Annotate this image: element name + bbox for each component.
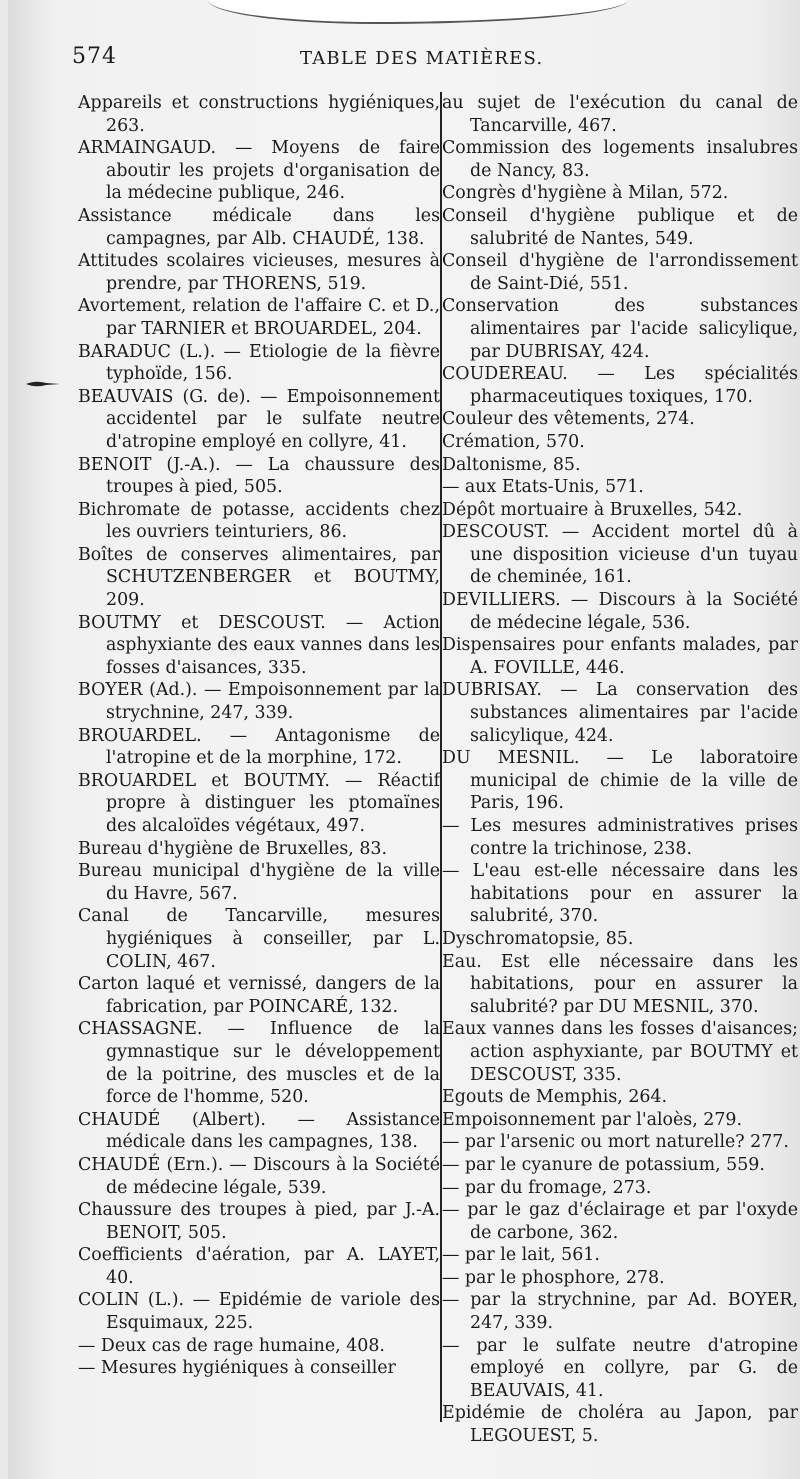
index-entry: CHAUDÉ (Albert). — Assistance médicale dans les campagnes, 138.	[78, 1109, 440, 1153]
index-entry: Couleur des vêtements, 274.	[442, 409, 695, 430]
index-entry: — par le phosphore, 278.	[442, 1267, 665, 1288]
index-entry: ARMAINGAUD. — Moyens de faire aboutir les projets d'organisation de la médecine publique, 246.	[78, 138, 440, 204]
index-entry: Eaux vannes dans les fosses d'aisances; action asphyxiante, par BOUTMY et DESCOUST, 335.	[442, 1019, 798, 1085]
page-header	[0, 44, 800, 78]
index-entry: Boîtes de conserves alimentaires, par SCHUTZENBERGER et BOUTMY, 209.	[78, 544, 440, 611]
index-entry: — aux Etats-Unis, 571.	[442, 477, 644, 498]
index-entry: BEAUVAIS (G. de). — Empoisonnement accidentel par le sulfate neutre d'atropine employé en collyre, 41.	[78, 386, 440, 452]
index-entry: — L'eau est-elle nécessaire dans les habitations pour en assurer la salubrité, 370.	[442, 861, 798, 927]
index-entry: COUDEREAU. — Les spécialités pharmaceutiques toxiques, 170.	[442, 364, 798, 407]
index-entry: Avortement, relation de l'affaire C. et D., par TARNIER et BROUARDEL, 204.	[78, 296, 440, 339]
index-entry: Bureau d'hygiène de Bruxelles, 83.	[78, 838, 388, 859]
index-entry: — par la strychnine, par Ad. BOYER, 247, 339.	[442, 1290, 798, 1334]
index-entry: DUBRISAY. — La conservation des substances alimentaires par l'acide salicylique, 424.	[442, 680, 798, 746]
torn-top-edge	[208, 0, 628, 24]
index-entry: Dyschromatopsie, 85.	[442, 928, 634, 949]
index-entry: Daltonisme, 85.	[442, 454, 581, 475]
index-entry: DESCOUST. — Accident mortel dû à une disposition vicieuse d'un tuyau de cheminée, 161.	[442, 522, 798, 588]
margin-arrow-mark	[26, 380, 60, 388]
index-column-right	[442, 92, 798, 1479]
index-entry: Canal de Tancarville, mesures hygiéniques à conseiller, par L. COLIN, 467.	[78, 906, 440, 972]
index-entry: — par le sulfate neutre d'atropine employé en collyre, par G. de BEAUVAIS, 41.	[442, 1335, 798, 1401]
index-entry: BROUARDEL. — Antagonisme de l'atropine et de la morphine, 172.	[78, 725, 440, 769]
index-entry: Dispensaires pour enfants malades, par A. FOVILLE, 446.	[442, 635, 798, 678]
index-entry: Epidémie de choléra au Japon, par LEGOUEST, 5.	[442, 1403, 798, 1447]
index-entry: — par le lait, 561.	[442, 1245, 600, 1266]
index-entry: Assistance médicale dans les campagnes, par Alb. CHAUDÉ, 138.	[78, 205, 440, 249]
index-entry: Conseil d'hygiène de l'arrondissement de Saint-Dié, 551.	[442, 251, 798, 294]
index-column-left	[78, 92, 440, 1479]
index-entry: — Les mesures administratives prises contre la trichinose, 238.	[442, 816, 798, 859]
index-entry: BOYER (Ad.). — Empoisonnement par la strychnine, 247, 339.	[78, 680, 440, 724]
index-entry: Chaussure des troupes à pied, par J.-A. BENOIT, 505.	[78, 1200, 440, 1243]
index-entry: Carton laqué et vernissé, dangers de la fabrication, par POINCARÉ, 132.	[78, 974, 440, 1017]
index-entry: Attitudes scolaires vicieuses, mesures à prendre, par THORENS, 519.	[78, 251, 440, 294]
index-entry: COLIN (L.). — Epidémie de variole des Esquimaux, 225.	[78, 1290, 440, 1334]
index-entry: DU MESNIL. — Le laboratoire municipal de chimie de la ville de Paris, 196.	[442, 748, 798, 814]
index-entry: CHAUDÉ (Ern.). — Discours à la Société de médecine légale, 539.	[78, 1154, 440, 1198]
index-entry: DEVILLIERS. — Discours à la Société de médecine légale, 536.	[442, 590, 798, 633]
index-entry: au sujet de l'exécution du canal de Tancarville, 467.	[442, 93, 798, 136]
index-entry: Crémation, 570.	[442, 431, 585, 452]
index-entry: Eau. Est elle nécessaire dans les habitations, pour en assurer la salubrité? par DU MESNIL, 370.	[442, 951, 798, 1017]
index-entry: CHASSAGNE. — Influence de la gymnastique sur le développement de la poitrine, des muscles et de la force de l'homme, 520.	[78, 1019, 440, 1108]
index-entry: — par le gaz d'éclairage et par l'oxyde de carbone, 362.	[442, 1200, 798, 1243]
index-entry: BARADUC (L.). — Etiologie de la fièvre typhoïde, 156.	[78, 341, 440, 385]
index-entry: Dépôt mortuaire à Bruxelles, 542.	[442, 499, 743, 520]
index-entry: BOUTMY et DESCOUST. — Action asphyxiante des eaux vannes dans les fosses d'aisances, 335.	[78, 612, 440, 678]
index-entry: BROUARDEL et BOUTMY. — Réactif propre à distinguer les ptomaïnes des alcaloïdes végétaux, 497.	[78, 770, 440, 836]
index-entry: — par l'arsenic ou mort naturelle? 277.	[442, 1132, 789, 1153]
index-entry: — par le cyanure de potassium, 559.	[442, 1154, 765, 1175]
index-entry: Conseil d'hygiène publique et de salubrité de Nantes, 549.	[442, 205, 798, 249]
index-entry: Appareils et constructions hygiéniques, 263.	[78, 93, 440, 136]
index-entry: Coefficients d'aération, par A. LAYET, 40.	[78, 1245, 440, 1288]
page-number: 574	[72, 44, 117, 69]
running-title: TABLE DES MATIÈRES.	[300, 48, 544, 69]
index-entry: Commission des logements insalubres de Nancy, 83.	[442, 138, 798, 181]
index-entry: — Mesures hygiéniques à conseiller	[78, 1358, 396, 1379]
index-entry: Conservation des substances alimentaires par l'acide salicylique, par DUBRISAY, 424.	[442, 296, 798, 362]
index-entry: Bichromate de potasse, accidents chez les ouvriers teinturiers, 86.	[78, 499, 440, 543]
index-entry: Congrès d'hygiène à Milan, 572.	[442, 183, 729, 204]
index-entry: Egouts de Memphis, 264.	[442, 1087, 668, 1108]
index-entry: Empoisonnement par l'aloès, 279.	[442, 1109, 743, 1130]
index-entry: — par du fromage, 273.	[442, 1177, 652, 1198]
index-entry: — Deux cas de rage humaine, 408.	[78, 1335, 385, 1356]
index-entry: Bureau municipal d'hygiène de la ville du Havre, 567.	[78, 861, 440, 904]
index-entry: BENOIT (J.-A.). — La chaussure des troupes à pied, 505.	[78, 454, 440, 498]
